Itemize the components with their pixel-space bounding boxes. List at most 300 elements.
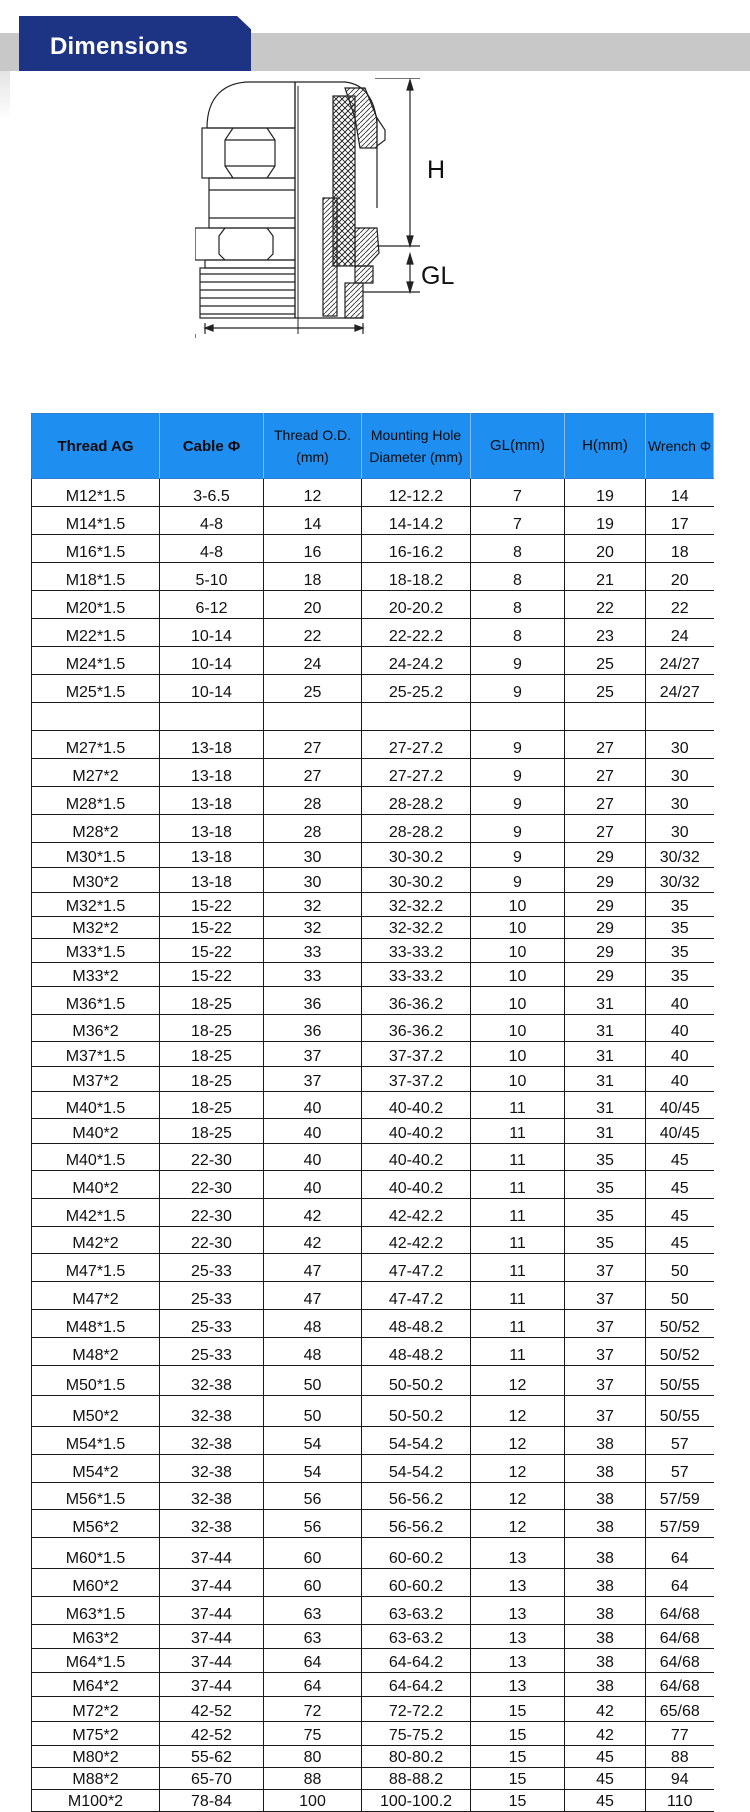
table-cell: 9 (471, 787, 565, 815)
table-row (32, 1427, 714, 1455)
table-cell (32, 703, 160, 731)
table-cell: 45 (646, 1199, 714, 1227)
table-cell: 75 (264, 1722, 362, 1746)
table-row (32, 1310, 714, 1338)
table-cell: M20*1.5 (32, 591, 160, 619)
table-cell: 42 (565, 1722, 646, 1746)
table-cell: 45 (646, 1227, 714, 1254)
table-cell: 60-60.2 (362, 1538, 471, 1569)
label-gl: GL (421, 262, 455, 290)
table-cell: M28*2 (32, 815, 160, 843)
table-cell: 33 (264, 939, 362, 963)
table-cell: M88*2 (32, 1768, 160, 1790)
table-cell: 25-33 (160, 1282, 264, 1310)
table-cell: 35 (646, 939, 714, 963)
table-cell: 18 (646, 535, 714, 563)
table-cell: 88 (264, 1768, 362, 1790)
table-cell: 29 (565, 939, 646, 963)
table-cell: 36-36.2 (362, 987, 471, 1015)
table-cell: 13-18 (160, 787, 264, 815)
table-cell: 42-52 (160, 1722, 264, 1746)
table-cell: 32-38 (160, 1427, 264, 1455)
table-cell: 24 (646, 619, 714, 647)
table-cell: 35 (565, 1171, 646, 1199)
table-cell: 38 (565, 1427, 646, 1455)
table-row (32, 1254, 714, 1282)
table-row (32, 963, 714, 987)
table-cell: 37-37.2 (362, 1067, 471, 1092)
table-cell: 29 (565, 868, 646, 893)
table-cell: 54-54.2 (362, 1427, 471, 1455)
table-cell: 100-100.2 (362, 1790, 471, 1812)
table-cell (471, 703, 565, 731)
table-cell: 4-8 (160, 535, 264, 563)
table-row (32, 759, 714, 787)
table-cell: 32-38 (160, 1455, 264, 1483)
table-cell: 77 (646, 1722, 714, 1746)
table-cell: 13-18 (160, 731, 264, 759)
table-cell: 11 (471, 1282, 565, 1310)
table-row (32, 1790, 714, 1812)
table-cell: 40/45 (646, 1119, 714, 1144)
table-cell: 64 (646, 1569, 714, 1597)
table-cell: 18-25 (160, 987, 264, 1015)
table-cell: 50 (264, 1366, 362, 1396)
table-cell: 27-27.2 (362, 731, 471, 759)
table-cell: 36 (264, 1015, 362, 1042)
table-cell: 18-18.2 (362, 563, 471, 591)
table-cell: 27 (264, 731, 362, 759)
table-cell: 54 (264, 1455, 362, 1483)
table-cell: 65-70 (160, 1768, 264, 1790)
table-cell: 11 (471, 1227, 565, 1254)
table-cell: 63 (264, 1597, 362, 1625)
table-cell: 42 (264, 1199, 362, 1227)
table-cell: 9 (471, 843, 565, 868)
table-cell: 48 (264, 1310, 362, 1338)
table-cell: 28-28.2 (362, 787, 471, 815)
table-cell: 20 (565, 535, 646, 563)
cable-gland-diagram (195, 78, 535, 393)
table-cell: 38 (565, 1625, 646, 1649)
table-cell: 37-44 (160, 1538, 264, 1569)
table-cell: 11 (471, 1144, 565, 1171)
table-cell: 37-44 (160, 1673, 264, 1697)
table-cell: M40*1.5 (32, 1092, 160, 1119)
table-cell: 37-44 (160, 1569, 264, 1597)
table-cell: 15 (471, 1697, 565, 1722)
table-cell: 78-84 (160, 1790, 264, 1812)
table-cell: 64/68 (646, 1649, 714, 1673)
table-cell: 29 (565, 843, 646, 868)
table-cell (362, 703, 471, 731)
table-cell: 50 (646, 1254, 714, 1282)
table-cell: 10-14 (160, 647, 264, 675)
table-cell: M18*1.5 (32, 563, 160, 591)
table-cell: 32-38 (160, 1483, 264, 1510)
table-cell: 64 (264, 1673, 362, 1697)
table-cell: 13 (471, 1538, 565, 1569)
column-header: Thread AG (32, 414, 160, 479)
table-cell: 42 (565, 1697, 646, 1722)
table-cell: 40 (264, 1171, 362, 1199)
table-cell: 35 (565, 1144, 646, 1171)
table-cell: 35 (646, 917, 714, 939)
table-cell: M54*2 (32, 1455, 160, 1483)
table-row (32, 1396, 714, 1427)
table-row (32, 1119, 714, 1144)
table-cell: 37-44 (160, 1649, 264, 1673)
table-row (32, 1697, 714, 1722)
table-cell: 4-8 (160, 507, 264, 535)
table-cell: 25 (264, 675, 362, 703)
page-title: Dimensions (50, 33, 189, 60)
table-cell: 9 (471, 675, 565, 703)
table-cell: 18-25 (160, 1067, 264, 1092)
table-row (32, 868, 714, 893)
table-row (32, 591, 714, 619)
table-cell: 40/45 (646, 1092, 714, 1119)
table-cell: M37*1.5 (32, 1042, 160, 1067)
table-cell: M54*1.5 (32, 1427, 160, 1455)
table-cell: 38 (565, 1455, 646, 1483)
table-cell: 38 (565, 1538, 646, 1569)
table-cell: 35 (565, 1199, 646, 1227)
table-cell: M56*2 (32, 1510, 160, 1538)
table-cell: M64*1.5 (32, 1649, 160, 1673)
table-cell: 40-40.2 (362, 1144, 471, 1171)
side-shadow (0, 71, 10, 121)
table-row (32, 1366, 714, 1396)
table-cell: 30 (646, 787, 714, 815)
table-cell: 60 (264, 1569, 362, 1597)
table-cell: 60-60.2 (362, 1569, 471, 1597)
table-cell: M40*2 (32, 1119, 160, 1144)
table-row (32, 1227, 714, 1254)
table-cell: 30-30.2 (362, 868, 471, 893)
table-cell: 12 (471, 1396, 565, 1427)
table-cell: 32 (264, 893, 362, 917)
table-row (32, 787, 714, 815)
table-cell: 42-42.2 (362, 1227, 471, 1254)
table-header-row (32, 414, 714, 479)
table-cell: 20 (646, 563, 714, 591)
table-cell: 13-18 (160, 815, 264, 843)
table-cell: 57 (646, 1455, 714, 1483)
table-cell: M16*1.5 (32, 535, 160, 563)
table-body (32, 479, 714, 1812)
table-row (32, 1510, 714, 1538)
table-cell: 15-22 (160, 963, 264, 987)
table-cell: 21 (565, 563, 646, 591)
table-cell: 80 (264, 1746, 362, 1768)
table-cell: M30*1.5 (32, 843, 160, 868)
table-row (32, 1483, 714, 1510)
table-cell: 17 (646, 507, 714, 535)
table-row (32, 1042, 714, 1067)
table-cell: 10 (471, 1015, 565, 1042)
table-cell: 56 (264, 1510, 362, 1538)
table-cell: 40-40.2 (362, 1171, 471, 1199)
table-cell: 13 (471, 1649, 565, 1673)
table-cell: M14*1.5 (32, 507, 160, 535)
table-row (32, 619, 714, 647)
table-cell: M36*1.5 (32, 987, 160, 1015)
table-cell: 110 (646, 1790, 714, 1812)
table-cell: 22-30 (160, 1171, 264, 1199)
table-cell: 75-75.2 (362, 1722, 471, 1746)
table-cell: 45 (565, 1790, 646, 1812)
table-cell: 27-27.2 (362, 759, 471, 787)
table-cell: M50*1.5 (32, 1366, 160, 1396)
table-cell: 22-30 (160, 1199, 264, 1227)
table-cell: 15 (471, 1768, 565, 1790)
table-cell: 32-38 (160, 1510, 264, 1538)
table-cell: 13-18 (160, 868, 264, 893)
table-cell: 11 (471, 1199, 565, 1227)
table-cell: 20-20.2 (362, 591, 471, 619)
table-cell: 11 (471, 1119, 565, 1144)
table-cell: 47-47.2 (362, 1254, 471, 1282)
table-cell: 38 (565, 1649, 646, 1673)
table-cell: 42-52 (160, 1697, 264, 1722)
table-cell: 23 (565, 619, 646, 647)
table-cell: 32-32.2 (362, 917, 471, 939)
table-row (32, 1199, 714, 1227)
table-cell: 33-33.2 (362, 963, 471, 987)
table-cell: 27 (565, 759, 646, 787)
table-cell: 30/32 (646, 843, 714, 868)
table-cell: M33*1.5 (32, 939, 160, 963)
table-cell: 31 (565, 1042, 646, 1067)
table-row (32, 1455, 714, 1483)
table-cell: 56-56.2 (362, 1483, 471, 1510)
table-cell: 37 (264, 1042, 362, 1067)
table-cell: 38 (565, 1510, 646, 1538)
table-cell: 30 (264, 868, 362, 893)
table-cell: 22-22.2 (362, 619, 471, 647)
table-cell: 57/59 (646, 1510, 714, 1538)
table-cell: 20 (264, 591, 362, 619)
table-cell: 9 (471, 868, 565, 893)
table-cell: 50 (646, 1282, 714, 1310)
table-cell: 36 (264, 987, 362, 1015)
table-cell: 88-88.2 (362, 1768, 471, 1790)
table-cell: 22 (264, 619, 362, 647)
table-cell: 31 (565, 1067, 646, 1092)
table-cell: 50 (264, 1396, 362, 1427)
table-row (32, 1673, 714, 1697)
table-cell: M22*1.5 (32, 619, 160, 647)
column-header: Cable Φ (160, 414, 264, 479)
table-row (32, 1569, 714, 1597)
table-cell: 15 (471, 1790, 565, 1812)
column-header: H(mm) (565, 414, 646, 479)
table-cell: M42*1.5 (32, 1199, 160, 1227)
table-cell: 64 (264, 1649, 362, 1673)
table-cell: 42-42.2 (362, 1199, 471, 1227)
table-cell (264, 703, 362, 731)
table-cell (646, 703, 714, 731)
table-row (32, 843, 714, 868)
table-cell: 54 (264, 1427, 362, 1455)
table-row (32, 535, 714, 563)
table-cell: 13 (471, 1569, 565, 1597)
table-cell: 42 (264, 1227, 362, 1254)
table-cell: 28 (264, 787, 362, 815)
table-cell: 12 (471, 1455, 565, 1483)
table-cell: 27 (565, 815, 646, 843)
table-cell: 24 (264, 647, 362, 675)
table-row (32, 1338, 714, 1366)
table-row (32, 1282, 714, 1310)
table-cell: 12 (471, 1427, 565, 1455)
table-cell: 32-32.2 (362, 893, 471, 917)
table-cell: 9 (471, 731, 565, 759)
table-cell (565, 703, 646, 731)
table-cell: 15 (471, 1746, 565, 1768)
table-cell: 57/59 (646, 1483, 714, 1510)
table-cell: 80-80.2 (362, 1746, 471, 1768)
table-cell: M30*2 (32, 868, 160, 893)
table-cell: 72 (264, 1697, 362, 1722)
table-cell: 37 (565, 1338, 646, 1366)
table-cell: 50/55 (646, 1366, 714, 1396)
table-cell: 50/52 (646, 1310, 714, 1338)
table-cell: 55-62 (160, 1746, 264, 1768)
table-cell: 7 (471, 479, 565, 507)
table-cell: 38 (565, 1673, 646, 1697)
table-cell: 15-22 (160, 917, 264, 939)
table-cell: 24/27 (646, 675, 714, 703)
table-cell: 40 (646, 1067, 714, 1092)
table-cell: 25-25.2 (362, 675, 471, 703)
table-row (32, 507, 714, 535)
table-cell: 63 (264, 1625, 362, 1649)
table-cell: 63-63.2 (362, 1597, 471, 1625)
table-cell: 10 (471, 893, 565, 917)
table-cell: 37 (565, 1310, 646, 1338)
table-cell: 64 (646, 1538, 714, 1569)
table-cell: 18-25 (160, 1119, 264, 1144)
table-cell: M64*2 (32, 1673, 160, 1697)
table-cell: 18-25 (160, 1042, 264, 1067)
table-cell: 45 (565, 1746, 646, 1768)
table-row (32, 1768, 714, 1790)
table-cell (160, 703, 264, 731)
table-cell: 37 (565, 1366, 646, 1396)
table-cell: 45 (565, 1768, 646, 1790)
table-cell: 6-12 (160, 591, 264, 619)
table-cell: 40 (646, 987, 714, 1015)
table-cell: M100*2 (32, 1790, 160, 1812)
table-cell: 12 (471, 1483, 565, 1510)
table-cell: M42*2 (32, 1227, 160, 1254)
table-cell: M80*2 (32, 1746, 160, 1768)
table-cell: 3-6.5 (160, 479, 264, 507)
table-cell: 35 (565, 1227, 646, 1254)
column-header: Thread O.D. (mm) (264, 414, 362, 479)
table-cell: 50-50.2 (362, 1396, 471, 1427)
table-cell: 30-30.2 (362, 843, 471, 868)
table-cell: 47-47.2 (362, 1282, 471, 1310)
table-cell: 40 (264, 1092, 362, 1119)
table-cell: 48-48.2 (362, 1338, 471, 1366)
table-cell: M56*1.5 (32, 1483, 160, 1510)
table-row (32, 1171, 714, 1199)
table-cell: 37-44 (160, 1597, 264, 1625)
table-cell: M36*2 (32, 1015, 160, 1042)
table-cell: 13 (471, 1597, 565, 1625)
table-cell: 38 (565, 1483, 646, 1510)
table-cell: 25 (565, 647, 646, 675)
table-cell: 64-64.2 (362, 1673, 471, 1697)
table-cell: 65/68 (646, 1697, 714, 1722)
table-row (32, 675, 714, 703)
table-cell: 29 (565, 917, 646, 939)
table-cell: 40-40.2 (362, 1119, 471, 1144)
table-cell: M25*1.5 (32, 675, 160, 703)
table-cell: M27*1.5 (32, 731, 160, 759)
table-cell: 37 (565, 1282, 646, 1310)
table-cell: 22 (646, 591, 714, 619)
table-cell: 38 (565, 1569, 646, 1597)
table-cell: 22 (565, 591, 646, 619)
table-cell: 28-28.2 (362, 815, 471, 843)
table-cell: 11 (471, 1092, 565, 1119)
table-row (32, 893, 714, 917)
table-cell: M40*2 (32, 1171, 160, 1199)
table-cell: 27 (565, 787, 646, 815)
table-cell: 18-25 (160, 1015, 264, 1042)
table-cell: M75*2 (32, 1722, 160, 1746)
table-cell: 30 (264, 843, 362, 868)
table-cell: 25 (565, 675, 646, 703)
table-cell: 19 (565, 507, 646, 535)
table-row (32, 563, 714, 591)
table-cell: 10 (471, 939, 565, 963)
table-cell: 10 (471, 963, 565, 987)
table-cell: 56 (264, 1483, 362, 1510)
table-cell: M47*1.5 (32, 1254, 160, 1282)
table-cell: 94 (646, 1768, 714, 1790)
table-cell: 50-50.2 (362, 1366, 471, 1396)
label-h: H (427, 156, 446, 184)
table-cell: M63*2 (32, 1625, 160, 1649)
table-cell: 10 (471, 917, 565, 939)
table-cell: M32*2 (32, 917, 160, 939)
table-cell: 40 (264, 1144, 362, 1171)
table-cell: 30/32 (646, 868, 714, 893)
table-row (32, 1015, 714, 1042)
table-cell: 11 (471, 1310, 565, 1338)
column-header: Mounting Hole Diameter (mm) (362, 414, 471, 479)
table-cell: 15-22 (160, 893, 264, 917)
table-cell: 12 (264, 479, 362, 507)
column-header: GL(mm) (471, 414, 565, 479)
table-cell: 31 (565, 1119, 646, 1144)
table-cell: 50/55 (646, 1396, 714, 1427)
table-cell: M24*1.5 (32, 647, 160, 675)
table-cell: 8 (471, 563, 565, 591)
table-cell: 24-24.2 (362, 647, 471, 675)
table-cell: 35 (646, 893, 714, 917)
table-cell: 29 (565, 893, 646, 917)
table-cell: 12 (471, 1510, 565, 1538)
table-cell: 16 (264, 535, 362, 563)
table-cell: 14 (264, 507, 362, 535)
table-cell: 36-36.2 (362, 1015, 471, 1042)
